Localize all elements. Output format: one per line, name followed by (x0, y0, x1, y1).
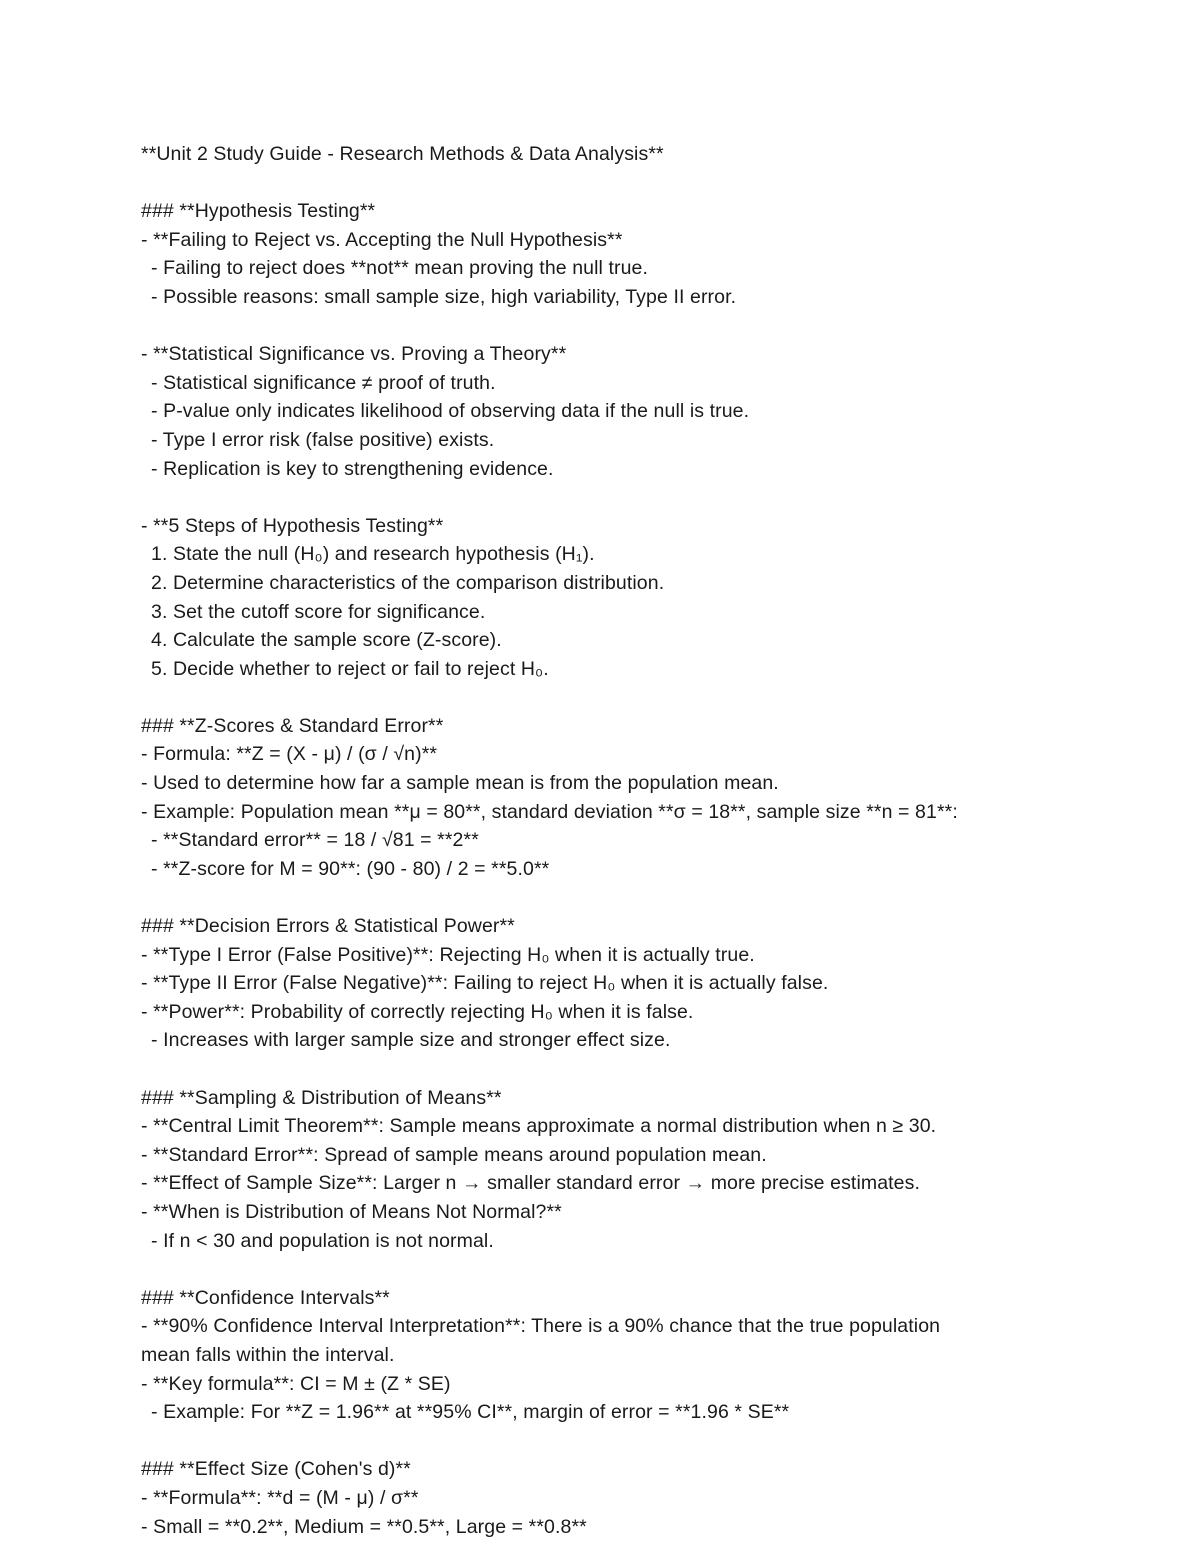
bullet-line: - **Statistical Significance vs. Proving a Theory** (141, 343, 567, 366)
section-heading: ### **Confidence Intervals** (141, 1286, 390, 1309)
bullet-line: - Formula: **Z = (X - μ) / (σ / √n)** (141, 743, 438, 766)
sub-bullet-line: - Possible reasons: small sample size, high variability, Type II error. (151, 285, 737, 308)
bullet-line: - Used to determine how far a sample mean is from the population mean. (141, 772, 779, 795)
sub-bullet-line: - If n < 30 and population is not normal. (151, 1229, 494, 1252)
document-title: **Unit 2 Study Guide - Research Methods & Data Analysis** (141, 143, 664, 165)
bullet-line: - **Central Limit Theorem**: Sample means approximate a normal distribution when n ≥ 30. (141, 1115, 937, 1138)
sub-bullet-line: - **Standard error** = 18 / √81 = **2** (151, 829, 479, 852)
text-line: mean falls within the interval. (141, 1343, 395, 1366)
blank-line (141, 1055, 1141, 1084)
bullet-line: - **Type I Error (False Positive)**: Rejecting H₀ when it is actually true. (141, 943, 755, 966)
bullet-line: - **Formula**: **d = (M - μ) / σ** (141, 1486, 419, 1509)
sub-bullet-line: - Replication is key to strengthening evidence. (151, 457, 554, 480)
section-heading: ### **Hypothesis Testing** (141, 200, 376, 223)
sub-bullet-line: 1. State the null (H₀) and research hypothesis (H₁). (151, 543, 595, 566)
section-heading: ### **Decision Errors & Statistical Power** (141, 915, 515, 938)
blank-line (141, 483, 1141, 512)
sub-bullet-line: - P-value only indicates likelihood of observing data if the null is true. (151, 400, 750, 423)
blank-line (141, 1427, 1141, 1456)
bullet-line: - **Failing to Reject vs. Accepting the Null Hypothesis** (141, 228, 623, 251)
sub-bullet-line: - Type I error risk (false positive) exists. (151, 428, 495, 451)
bullet-line: - **Power**: Probability of correctly rejecting H₀ when it is false. (141, 1000, 694, 1023)
blank-line (141, 1255, 1141, 1284)
sub-bullet-line: - Statistical significance ≠ proof of truth. (151, 371, 496, 394)
sub-bullet-line: 5. Decide whether to reject or fail to reject H₀. (151, 657, 549, 680)
sub-bullet-line: - Increases with larger sample size and stronger effect size. (151, 1029, 671, 1052)
bullet-line: - **Effect of Sample Size**: Larger n → smaller standard error → more precise estimates. (141, 1172, 920, 1195)
section-heading: ### **Z-Scores & Standard Error** (141, 714, 444, 737)
bullet-line: - Example: Population mean **μ = 80**, standard deviation **σ = 18**, sample size **n = 81**: (141, 800, 958, 823)
sub-bullet-line: 2. Determine characteristics of the comparison distribution. (151, 571, 665, 594)
blank-line (141, 169, 1141, 198)
blank-line (141, 312, 1141, 341)
sub-bullet-line: 4. Calculate the sample score (Z-score). (151, 629, 502, 652)
sub-bullet-line: - Failing to reject does **not** mean proving the null true. (151, 257, 649, 280)
bullet-line: - **Key formula**: CI = M ± (Z * SE) (141, 1372, 451, 1395)
bullet-line: - **5 Steps of Hypothesis Testing** (141, 514, 444, 537)
bullet-line: - **When is Distribution of Means Not Normal?** (141, 1200, 562, 1223)
bullet-line: - **Type II Error (False Negative)**: Failing to reject H₀ when it is actually false. (141, 972, 829, 995)
sub-bullet-line: - **Z-score for M = 90**: (90 - 80) / 2 = **5.0** (151, 857, 550, 880)
blank-line (141, 683, 1141, 712)
section-heading: ### **Effect Size (Cohen's d)** (141, 1458, 411, 1481)
document-body (141, 140, 1141, 1541)
bullet-line: - **90% Confidence Interval Interpretation**: There is a 90% chance that the true population (141, 1315, 941, 1338)
section-heading: ### **Sampling & Distribution of Means** (141, 1086, 502, 1109)
blank-line (141, 883, 1141, 912)
bullet-line: - **Standard Error**: Spread of sample means around population mean. (141, 1143, 767, 1166)
sub-bullet-line: - Example: For **Z = 1.96** at **95% CI**, margin of error = **1.96 * SE** (151, 1401, 790, 1424)
bullet-line: - Small = **0.2**, Medium = **0.5**, Large = **0.8** (141, 1515, 587, 1538)
sub-bullet-line: 3. Set the cutoff score for significance. (151, 600, 486, 623)
